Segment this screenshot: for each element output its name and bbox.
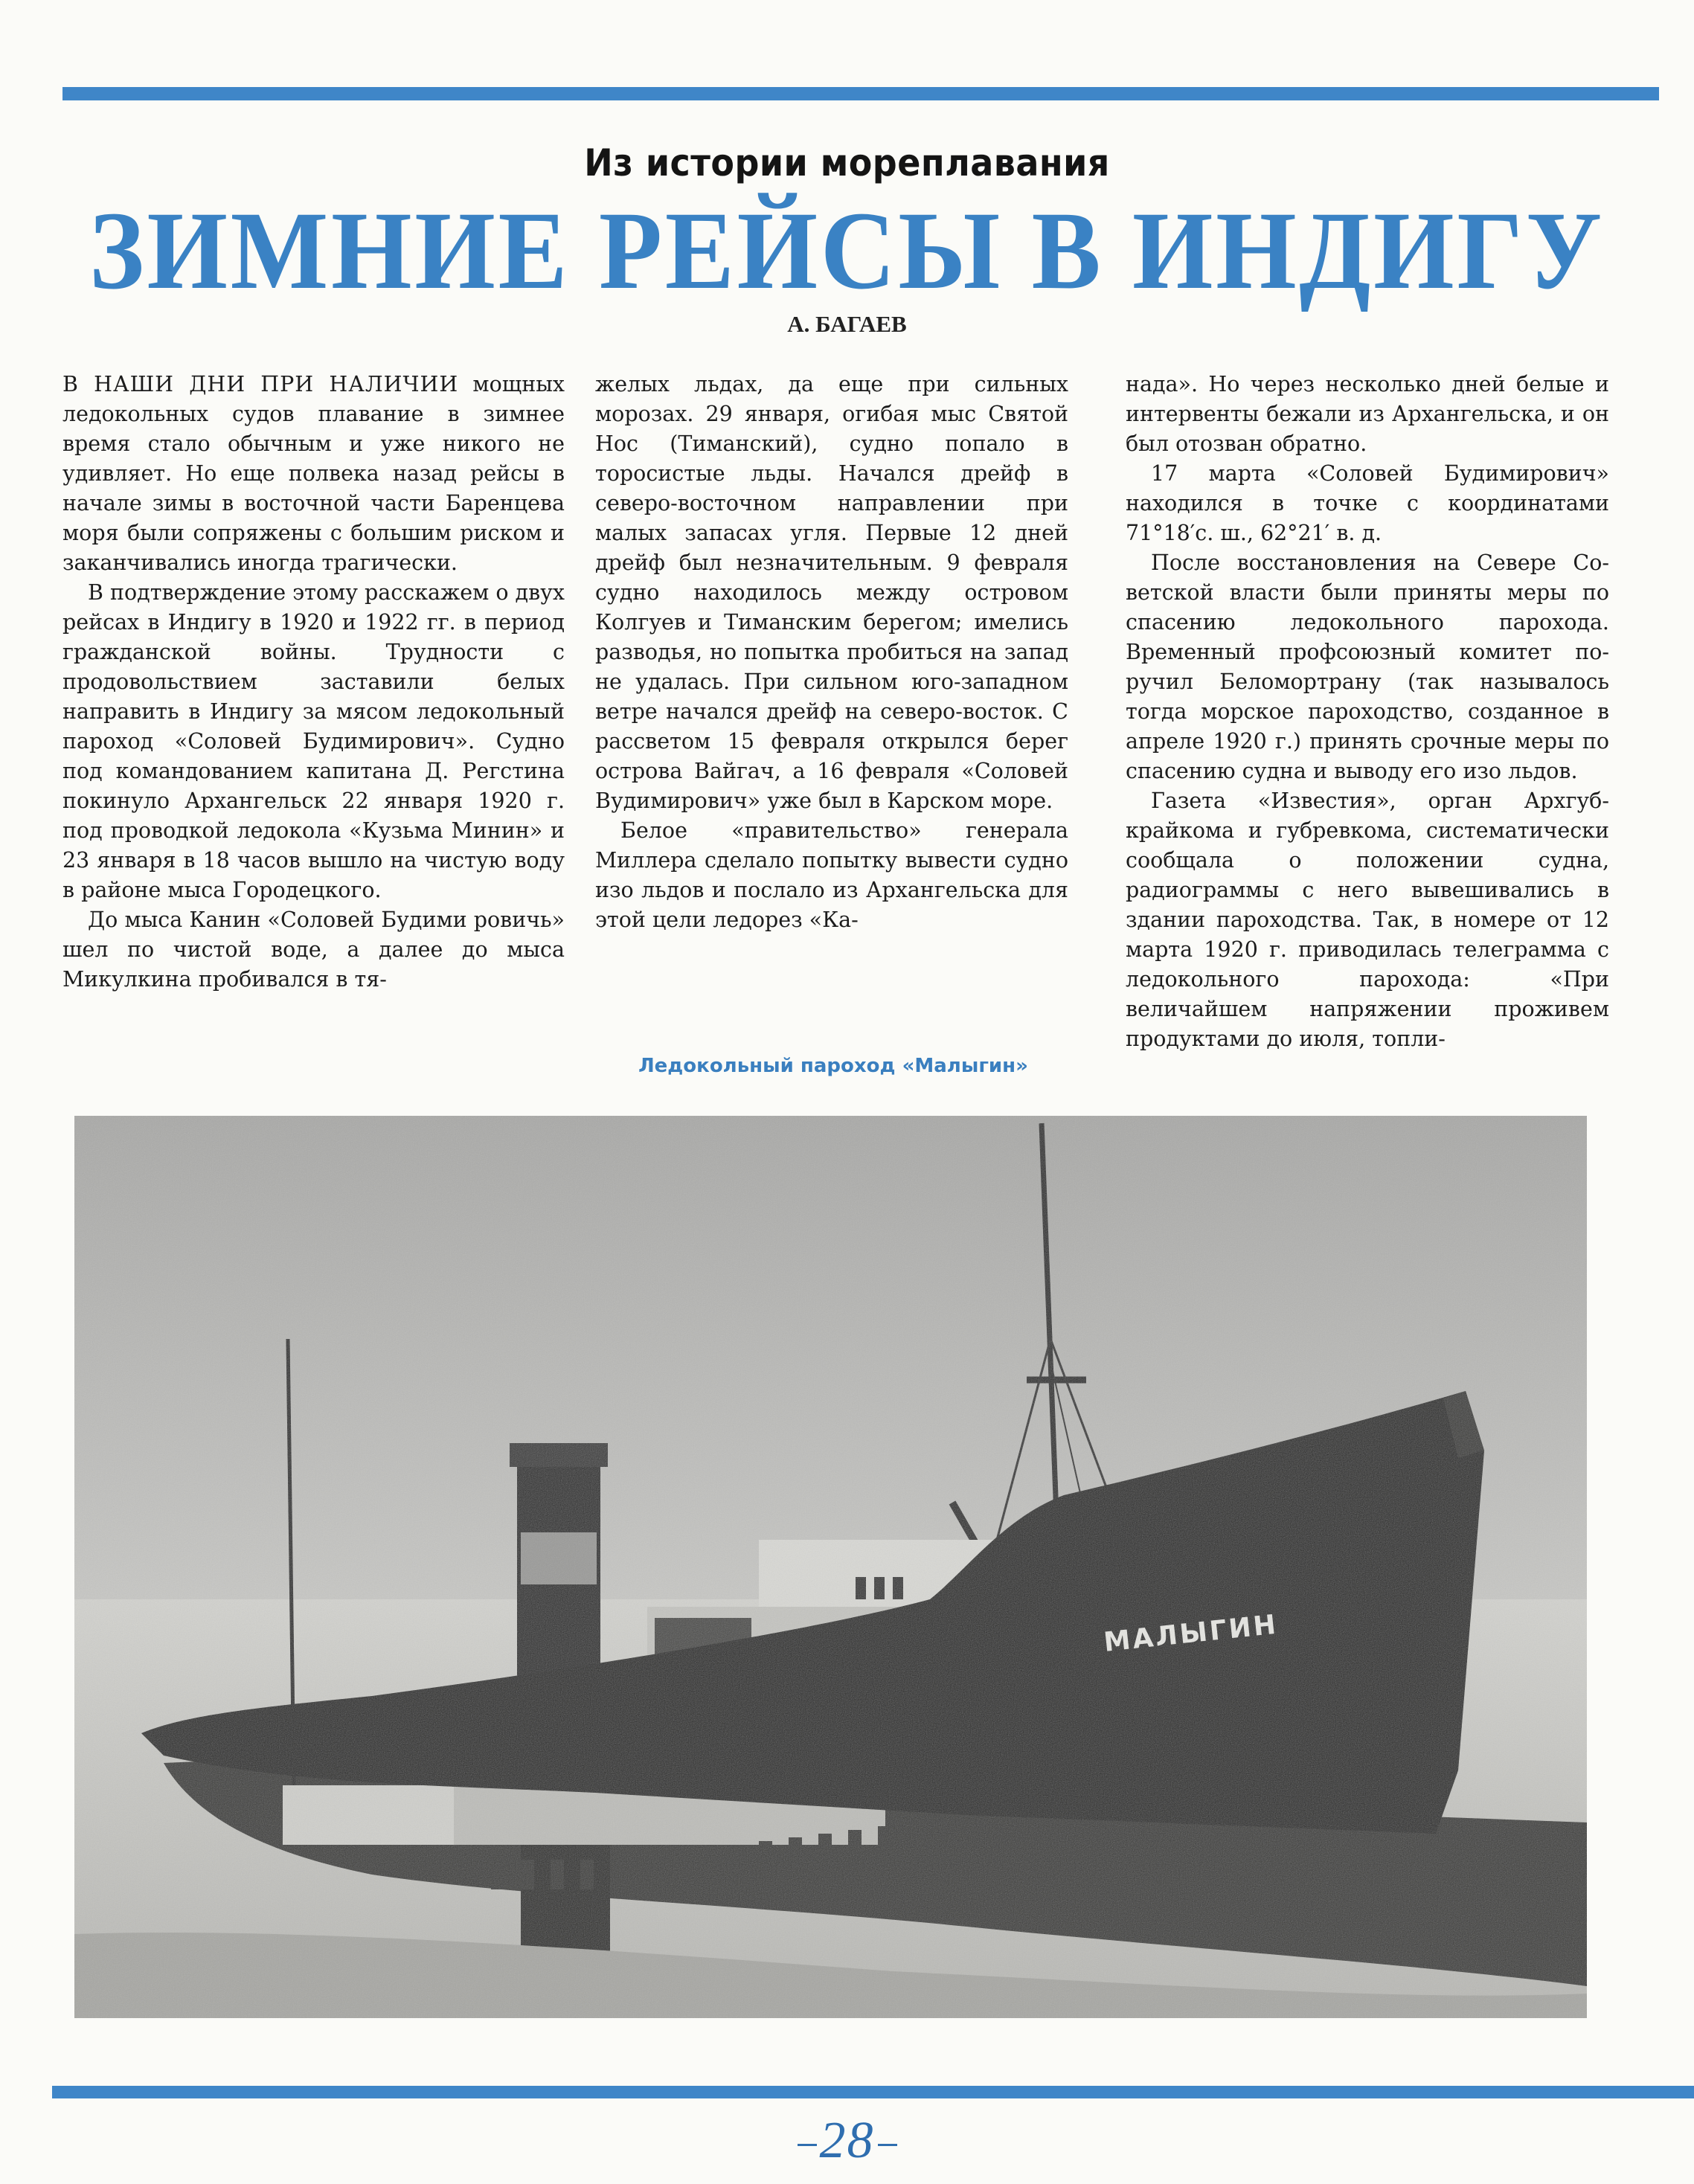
paragraph: В подтверждение этому расскажем о двух рейсах в Индигу в 1920 и 1922 гг. в период гражданской войны. Трудности с продовольствием заставили белых направить в Индигу за мясом ледокольный пароход «Соловей Будимирович». Судно под командованием капитана Д. Регстина покинуло Архангельск 22 января 1920 г. под проводкой ледокола «Кузьма Минин» и 23 января в 18 часов вышло на чистую воду в районе мыса Городецкого.: [62, 580, 565, 902]
page-number-text: 28: [819, 2112, 875, 2169]
window: [874, 1577, 885, 1599]
funnel-band: [521, 1532, 597, 1584]
top-rule: [62, 87, 1659, 100]
photo-caption: Ледокольный пароход «Малыгин»: [638, 1055, 1028, 1077]
paragraph: желых льдах, да еще при сильных морозах. 29 января, огибая мыс Святой Нос (Тиманский), судно попало в торосистые льды. Начался дрейф в северо-восточном направлении при малых запасах угля. Первые 12 дней дрейф был незначительным. 9 февраля судно находилось между островом Колгуев и Тиманским берегом; имелись разводья, но попытка пробиться на запад не удалась. При сильном юго-западном ветре начался дрейф на северо-восток. С рассветом 15 февраля открылся берег острова Вайгач, а 16 февраля «Соловей Вудимирович» уже был в Карском море.: [595, 372, 1068, 813]
text-column-1: [62, 370, 565, 995]
ship-illustration: [74, 1116, 1587, 2018]
dash: [878, 2144, 897, 2146]
page-number: [0, 2111, 1694, 2171]
paragraph-text: мощных ледокольных судов плавание в зимнее время стало обычным и уже никого не удивляет. Но еще полвека назад рейсы в начале зимы в восточной части Баренцева моря были сопряжены с большим риском и заканчивались иногда трагически.: [62, 372, 565, 575]
ship-photo: [74, 1116, 1587, 2018]
lead-in: В НАШИ ДНИ ПРИ НАЛИЧИИ: [62, 372, 459, 396]
author-byline: А. БАГАЕВ: [787, 311, 907, 337]
window: [856, 1577, 866, 1599]
paragraph: Белое «правительство» генерала Миллера сделало попытку вывести судно изо льдов и послало из Архангельска для этой цели ледорез «Ка-: [595, 818, 1068, 932]
paragraph: [62, 370, 565, 578]
hull-name: МАЛЫГИН: [1102, 1609, 1280, 1658]
text-column-3: [1126, 370, 1609, 1054]
bottom-rule: [52, 2086, 1694, 2098]
paragraph: До мыса Канин «Соловей Будими ровичь» шел по чистой воде, а далее до мыса Микулкина пробивался в тя-: [62, 908, 565, 992]
section-rubric: Из истории мореплавания: [584, 141, 1110, 184]
paragraph: нада». Но через несколько дней белые и интервенты бежали из Архангельска, и он был отозван обратно.: [1126, 372, 1609, 456]
dash: [798, 2144, 817, 2146]
article-title: ЗИМНИЕ РЕЙСЫ В ИНДИГУ: [89, 189, 1605, 312]
paragraph: 17 марта «Соловей Будимирович» находился в точке с координатами 71°18′с. ш., 62°21′ в. д.: [1126, 461, 1609, 545]
window: [893, 1577, 903, 1599]
text-column-2: [595, 370, 1068, 935]
aft-deckhouse: [283, 1785, 484, 1845]
paragraph: После восстановления на Севере Советской власти были приняты меры по спасению ледокольного парохода. Временный профсоюзный комитет поручил Беломортрану (так называлось тогда морское пароходство, созданное в апреле 1920 г.) принять срочные меры по спасению судна и выводу его изо льдов.: [1126, 550, 1609, 783]
funnel-top: [510, 1443, 608, 1467]
paragraph: Газета «Известия», орган Архгубкрайкома и губревкома, систематически сообщала о положении судна, радиограммы с него вывешивались в здании пароходства. Так, в номере от 12 марта 1920 г. приводилась телеграмма с ледокольного парохода: «При величайшем напряжении проживем продуктами до июля, топли-: [1126, 789, 1609, 1051]
